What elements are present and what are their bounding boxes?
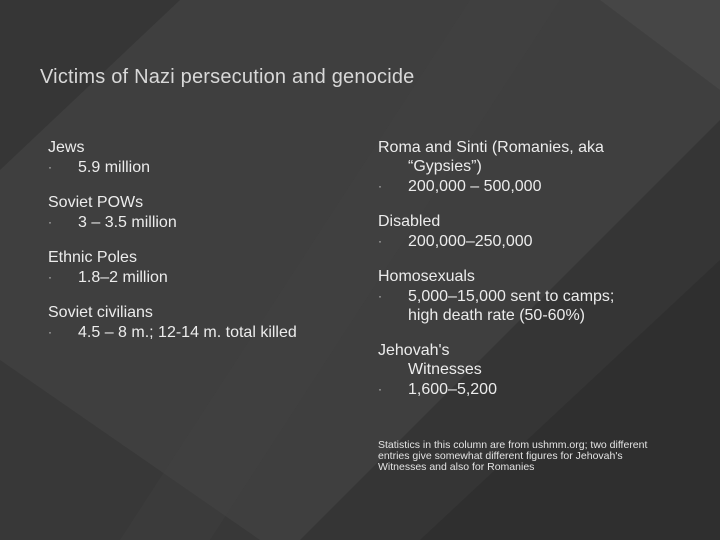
entry-heading: Homosexuals (378, 268, 475, 285)
slide-title: Victims of Nazi persecution and genocide (40, 66, 415, 88)
entry-heading: Jehovah's Witnesses (378, 342, 482, 378)
bullet-icon: · (378, 289, 382, 303)
bullet-icon: · (48, 270, 52, 284)
entry-value: · 1.8–2 million (48, 269, 168, 286)
entry-heading: Ethnic Poles (48, 249, 137, 266)
victim-entry-soviet-pows (48, 193, 348, 232)
entry-value: · 200,000 – 500,000 (378, 178, 542, 195)
entry-value: · 3 – 3.5 million (48, 214, 177, 231)
entry-heading: Soviet POWs (48, 194, 144, 211)
entry-heading: Soviet civilians (48, 304, 153, 321)
bullet-icon: · (378, 234, 382, 248)
footnote: Statistics in this column are from ushmm.org; two different entries give somewhat different figures for Jehovah's Witnesses and also for Romanies (378, 439, 648, 473)
entry-value: · 200,000–250,000 (378, 233, 533, 250)
entry-value: · 5.9 million (48, 159, 151, 176)
victim-entry-roma-sinti (378, 138, 678, 196)
left-column (48, 138, 348, 358)
entry-value: · 4.5 – 8 m.; 12-14 m. total killed (48, 324, 297, 341)
victim-entry-jews (48, 138, 348, 177)
victim-entry-jehovahs-witnesses (378, 341, 678, 399)
entry-value: · 5,000–15,000 sent to camps; high death rate (50-60%) (378, 288, 615, 324)
bullet-icon: · (378, 382, 382, 396)
entry-heading: Roma and Sinti (Romanies, aka “Gypsies”) (378, 139, 604, 175)
victim-entry-homosexuals (378, 267, 678, 325)
victim-entry-ethnic-poles (48, 248, 348, 287)
entry-heading: Disabled (378, 213, 441, 230)
right-column (378, 138, 678, 415)
entry-value: · 1,600–5,200 (378, 381, 497, 398)
bullet-icon: · (48, 325, 52, 339)
victim-entry-soviet-civilians (48, 303, 348, 342)
bullet-icon: · (378, 179, 382, 193)
bullet-icon: · (48, 160, 52, 174)
victim-entry-disabled (378, 212, 678, 251)
bullet-icon: · (48, 215, 52, 229)
entry-heading: Jews (48, 139, 85, 156)
